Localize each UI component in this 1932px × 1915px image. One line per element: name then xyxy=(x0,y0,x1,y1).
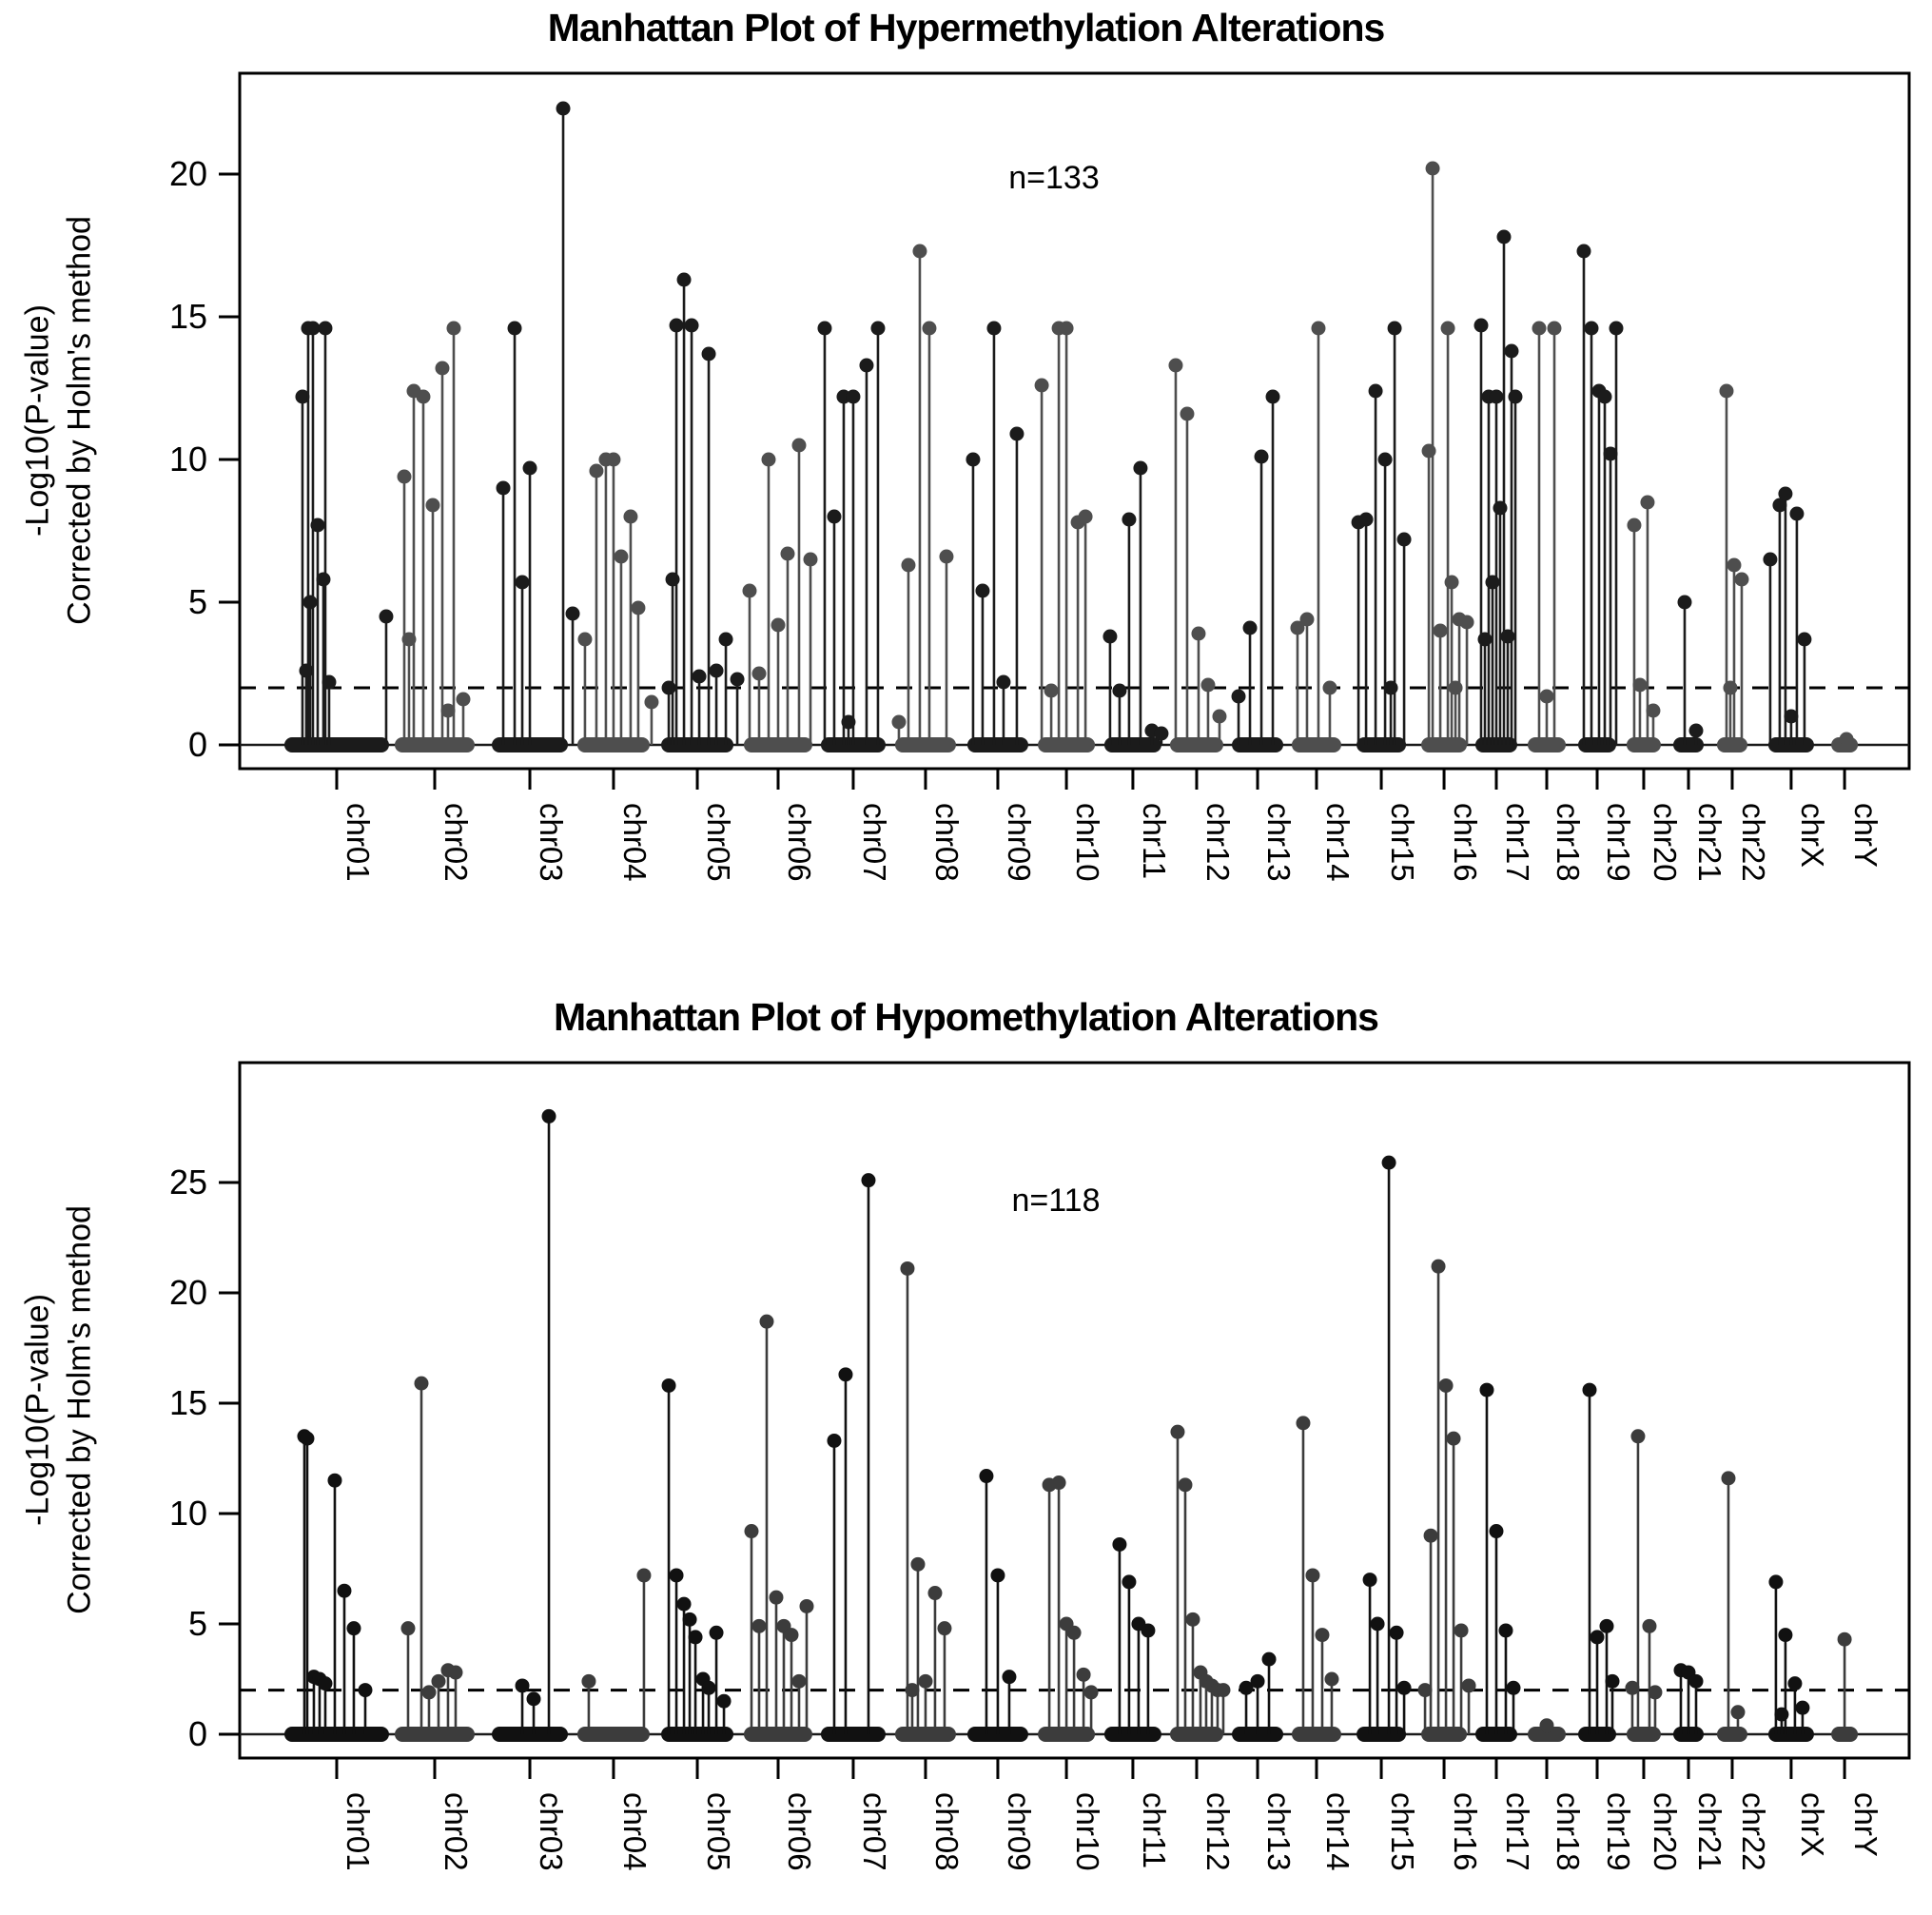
x-axis-tick-label: chr03 xyxy=(534,1792,570,1871)
data-point xyxy=(1787,1676,1802,1690)
x-axis-tick-label: chrY xyxy=(1848,803,1884,868)
data-point xyxy=(1648,1685,1662,1699)
x-axis-tick-label: chrX xyxy=(1794,803,1830,868)
data-point xyxy=(581,1674,595,1689)
baseline-point-cluster xyxy=(1104,1727,1161,1742)
data-point xyxy=(337,1584,351,1598)
data-point xyxy=(346,1621,361,1635)
x-axis-tick-label: chr12 xyxy=(1200,1792,1236,1871)
x-axis-tick-label: chr04 xyxy=(616,1792,653,1871)
x-axis-tick-label: chr17 xyxy=(1499,1792,1535,1871)
data-point xyxy=(1642,1619,1656,1633)
data-point xyxy=(1170,1425,1184,1439)
bottom-plot-y-axis-label-line1: -Log10(P-value) xyxy=(19,1294,56,1526)
data-point xyxy=(717,1694,732,1709)
top-plot-y-axis-label-line1: -Log10(P-value) xyxy=(19,304,56,537)
data-point xyxy=(1630,1429,1645,1443)
data-point xyxy=(1077,1668,1091,1682)
data-point xyxy=(1462,1678,1476,1692)
data-point xyxy=(799,1599,813,1613)
x-axis-tick-label: chr11 xyxy=(1136,803,1172,880)
data-point xyxy=(827,1434,841,1448)
data-point xyxy=(1432,1260,1446,1274)
bottom-plot-title: Manhattan Plot of Hypomethylation Alterations xyxy=(554,995,1378,1039)
x-axis-tick-label: chr08 xyxy=(928,1792,965,1871)
data-point xyxy=(1052,1475,1066,1490)
y-axis-tick-label: 5 xyxy=(187,1604,207,1643)
data-point xyxy=(1141,1623,1155,1637)
x-axis-tick-label: chr22 xyxy=(1735,1792,1771,1871)
data-point xyxy=(1424,1529,1438,1543)
x-axis-tick-label: chr01 xyxy=(340,803,376,882)
data-point xyxy=(670,1568,684,1582)
x-axis-tick-label: chr02 xyxy=(438,803,474,882)
data-point xyxy=(300,1432,314,1446)
data-point xyxy=(1002,1670,1016,1684)
baseline-point-cluster xyxy=(1717,1727,1747,1742)
data-point xyxy=(1768,1574,1783,1589)
data-point xyxy=(1838,1632,1852,1647)
x-axis-tick-label: chr15 xyxy=(1385,803,1421,882)
data-point xyxy=(1454,1623,1469,1637)
x-axis-tick-label: chr19 xyxy=(1600,803,1636,882)
y-axis-tick-label: 20 xyxy=(168,154,207,193)
data-point xyxy=(927,1586,942,1600)
x-axis-tick-label: chr06 xyxy=(781,1792,817,1871)
data-point xyxy=(1721,1471,1735,1485)
data-point xyxy=(358,1683,372,1697)
data-point xyxy=(1447,1432,1461,1446)
x-axis-tick-label: chr12 xyxy=(1200,803,1236,882)
data-point xyxy=(1506,1681,1520,1695)
y-axis-tick-label: 15 xyxy=(168,1383,207,1422)
data-point xyxy=(744,1524,758,1538)
x-axis-tick-label: chr21 xyxy=(1691,1792,1727,1871)
data-point xyxy=(1730,1705,1745,1719)
data-point xyxy=(1688,1674,1703,1689)
data-point xyxy=(900,1261,914,1276)
x-axis-tick-label: chr09 xyxy=(1001,803,1037,882)
baseline-point-cluster xyxy=(1356,1727,1406,1742)
x-axis-tick-label: chr13 xyxy=(1261,803,1298,882)
data-point xyxy=(516,1678,530,1692)
x-axis-tick-label: chr05 xyxy=(701,1792,737,1871)
x-axis-tick-label: chr20 xyxy=(1647,1792,1683,1871)
data-point xyxy=(431,1674,445,1689)
baseline-point-cluster xyxy=(395,1727,475,1742)
data-point xyxy=(1489,1524,1503,1538)
data-point xyxy=(1216,1683,1230,1697)
data-point xyxy=(1774,1708,1788,1722)
data-point xyxy=(1382,1156,1396,1170)
x-axis-tick-label: chr09 xyxy=(1001,1792,1037,1871)
data-point xyxy=(1112,1537,1126,1552)
x-axis-tick-label: chr10 xyxy=(1070,1792,1106,1871)
data-point xyxy=(990,1568,1005,1582)
top-plot-title: Manhattan Plot of Hypermethylation Alterations xyxy=(547,6,1385,49)
data-point xyxy=(400,1621,415,1635)
data-point xyxy=(1795,1701,1809,1715)
data-point xyxy=(937,1621,951,1635)
data-point xyxy=(421,1685,436,1699)
data-point xyxy=(1084,1685,1099,1699)
data-point xyxy=(702,1681,716,1695)
x-axis-tick-label: chrX xyxy=(1794,1792,1830,1857)
x-axis-tick-label: chr03 xyxy=(534,803,570,882)
data-point xyxy=(1262,1652,1277,1667)
data-point xyxy=(1371,1617,1385,1632)
data-point xyxy=(414,1377,428,1391)
data-point xyxy=(784,1628,798,1642)
data-point xyxy=(918,1674,932,1689)
x-axis-tick-label: chr18 xyxy=(1550,1792,1586,1871)
x-axis-tick-label: chr16 xyxy=(1448,1792,1484,1871)
x-axis-tick-label: chr22 xyxy=(1735,803,1771,882)
data-point xyxy=(710,1626,724,1640)
x-axis-tick-label: chr07 xyxy=(856,1792,892,1871)
data-point xyxy=(662,1378,676,1393)
data-point xyxy=(1605,1674,1619,1689)
x-axis-tick-label: chr10 xyxy=(1070,803,1106,882)
baseline-point-cluster xyxy=(492,1727,568,1742)
data-point xyxy=(769,1591,783,1605)
data-point xyxy=(759,1315,773,1329)
y-axis-tick-label: 10 xyxy=(168,440,207,479)
data-point xyxy=(1324,1672,1338,1687)
x-axis-tick-label: chr19 xyxy=(1600,1792,1636,1871)
data-point xyxy=(791,1674,806,1689)
x-axis-tick-label: chr05 xyxy=(701,803,737,882)
x-axis-tick-label: chr06 xyxy=(781,803,817,882)
x-axis-tick-label: chr21 xyxy=(1691,803,1727,882)
data-point xyxy=(636,1568,651,1582)
top-plot-y-axis-label-line2: Corrected by Holm's method xyxy=(61,216,98,625)
data-point xyxy=(838,1367,852,1381)
data-point xyxy=(1539,1718,1553,1732)
baseline-point-cluster xyxy=(284,1727,389,1742)
x-axis-tick-label: chr14 xyxy=(1319,1792,1356,1871)
data-point xyxy=(1397,1681,1412,1695)
data-point xyxy=(1390,1626,1404,1640)
x-axis-tick-label: chr14 xyxy=(1319,803,1356,882)
data-point xyxy=(1479,1383,1493,1397)
x-axis-tick-label: chrY xyxy=(1848,1792,1884,1857)
data-point xyxy=(677,1597,692,1612)
data-point xyxy=(1625,1681,1639,1695)
data-point xyxy=(1305,1568,1319,1582)
data-point xyxy=(1439,1378,1454,1393)
data-point xyxy=(542,1109,556,1124)
bottom-plot-n-annotation: n=118 xyxy=(1011,1182,1101,1219)
data-point xyxy=(448,1666,462,1680)
data-point xyxy=(1185,1612,1200,1627)
x-axis-tick-label: chr07 xyxy=(856,803,892,882)
data-point xyxy=(1599,1619,1613,1633)
baseline-point-cluster xyxy=(1292,1727,1341,1742)
data-point xyxy=(1122,1574,1136,1589)
data-point xyxy=(1178,1477,1192,1492)
data-point xyxy=(751,1619,766,1633)
top-plot-n-annotation: n=133 xyxy=(1008,160,1100,196)
x-axis-tick-label: chr18 xyxy=(1550,803,1586,882)
baseline-point-cluster xyxy=(821,1727,886,1742)
data-point xyxy=(1418,1683,1433,1697)
y-axis-tick-label: 5 xyxy=(187,582,207,621)
x-axis-tick-label: chr01 xyxy=(340,1792,376,1871)
data-point xyxy=(1296,1416,1310,1430)
data-point xyxy=(1067,1626,1082,1640)
data-point xyxy=(1590,1630,1604,1644)
data-point xyxy=(527,1691,541,1706)
x-axis-tick-label: chr15 xyxy=(1385,1792,1421,1871)
data-point xyxy=(979,1469,993,1483)
data-point xyxy=(1582,1383,1596,1397)
x-axis-tick-label: chr08 xyxy=(928,803,965,882)
x-axis-tick-label: chr20 xyxy=(1647,803,1683,882)
data-point xyxy=(689,1630,703,1644)
y-axis-tick-label: 15 xyxy=(168,297,207,336)
y-axis-tick-label: 25 xyxy=(168,1163,207,1202)
data-point xyxy=(861,1173,875,1187)
y-axis-tick-label: 0 xyxy=(187,1714,207,1753)
y-axis-tick-label: 10 xyxy=(168,1494,207,1533)
data-point xyxy=(910,1557,925,1572)
y-axis-tick-label: 0 xyxy=(187,725,207,764)
x-axis-tick-label: chr11 xyxy=(1136,1792,1172,1869)
data-point xyxy=(1315,1628,1329,1642)
data-point xyxy=(1498,1623,1512,1637)
x-axis-tick-label: chr16 xyxy=(1448,803,1484,882)
data-point xyxy=(905,1683,919,1697)
data-point xyxy=(683,1612,697,1627)
data-point xyxy=(1251,1674,1265,1689)
data-point xyxy=(1778,1628,1792,1642)
x-axis-tick-label: chr04 xyxy=(616,803,653,882)
bottom-plot-y-axis-label-line2: Corrected by Holm's method xyxy=(61,1205,98,1614)
x-axis-tick-label: chr17 xyxy=(1499,803,1535,882)
baseline-point-cluster xyxy=(661,1727,733,1742)
y-axis-tick-label: 20 xyxy=(168,1273,207,1312)
data-point xyxy=(1363,1573,1377,1587)
baseline-point-cluster xyxy=(744,1727,812,1742)
x-axis-tick-label: chr02 xyxy=(438,1792,474,1871)
data-point xyxy=(327,1474,342,1488)
data-point xyxy=(318,1676,332,1690)
x-axis-tick-label: chr13 xyxy=(1261,1792,1298,1871)
